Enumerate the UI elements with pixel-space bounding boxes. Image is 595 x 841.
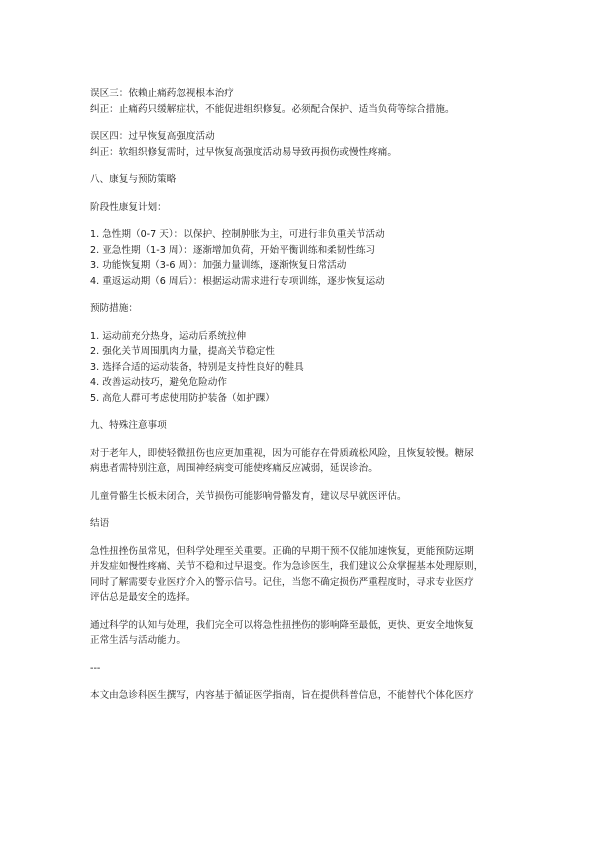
author-footer: 本文由急诊科医生撰写，内容基于循证医学指南，旨在提供科普信息，不能替代个体化医疗 xyxy=(90,690,474,701)
myth3-title: 误区三：依赖止痛药忽视根本治疗 xyxy=(90,88,234,99)
closing-paragraph-line: 通过科学的认知与处理，我们完全可以将急性扭挫伤的影响降至最低，更快、更安全地恢复 xyxy=(90,619,474,631)
list-item: 1. 运动前充分热身，运动后系统拉伸 xyxy=(90,330,247,342)
list-item: 4. 重返运动期（6 周后）：根据运动需求进行专项训练，逐步恢复运动 xyxy=(90,275,385,287)
rehab-plan-list xyxy=(90,227,520,289)
list-item: 1. 急性期（0-7 天）：以保护、控制肿胀为主，可进行非负重关节活动 xyxy=(90,229,385,240)
list-item: 2. 强化关节周围肌肉力量，提高关节稳定性 xyxy=(90,346,275,357)
elderly-paragraph-line: 对于老年人，即使轻微扭伤也应更加重视，因为可能存在骨质疏松风险，且恢复较慢。糖尿 xyxy=(90,447,474,459)
rehab-plan-title: 阶段性康复计划： xyxy=(90,201,167,213)
closing-paragraph-line: 正常生活与活动能力。 xyxy=(90,635,186,646)
separator: --- xyxy=(90,662,101,674)
document-body xyxy=(90,86,520,704)
conclusion-paragraph-line: 同时了解需要专业医疗介入的警示信号。记住，当您不确定损伤严重程度时，寻求专业医疗 xyxy=(90,576,474,588)
list-item: 2. 亚急性期（1-3 周）：逐渐增加负荷，开始平衡训练和柔韧性练习 xyxy=(90,244,376,256)
conclusion-paragraph-line: 并发症如慢性疼痛、关节不稳和过早退变。作为急诊医生，我们建议公众掌握基本处理原则， xyxy=(90,561,484,572)
list-item: 3. 选择合适的运动装备，特别是支持性良好的鞋具 xyxy=(90,361,304,373)
section8-heading: 八、康复与预防策略 xyxy=(90,174,177,185)
list-item: 5. 高危人群可考虑使用防护装备（如护踝） xyxy=(90,392,275,404)
children-paragraph: 儿童骨骼生长板未闭合，关节损伤可能影响骨骼发育，建议尽早就医评估。 xyxy=(90,490,407,502)
prevention-list xyxy=(90,329,520,407)
prevention-title: 预防措施： xyxy=(90,303,138,314)
conclusion-paragraph-line: 评估总是最安全的选择。 xyxy=(90,592,196,603)
myth4-title: 误区四：过早恢复高强度活动 xyxy=(90,131,215,142)
myth3-correction: 纠正：止痛药只缓解症状，不能促进组织修复。必须配合保护、适当负荷等综合措施。 xyxy=(90,103,455,115)
list-item: 3. 功能恢复期（3-6 周）：加强力量训练，逐渐恢复日常活动 xyxy=(90,260,347,271)
myth4-correction: 纠正：软组织修复需时，过早恢复高强度活动易导致再损伤或慢性疼痛。 xyxy=(90,146,397,158)
conclusion-heading: 结语 xyxy=(90,518,110,529)
list-item: 4. 改善运动技巧，避免危险动作 xyxy=(90,377,227,388)
section9-heading: 九、特殊注意事项 xyxy=(90,420,167,431)
elderly-paragraph-line: 病患者需特别注意，周围神经病变可能使疼痛反应减弱，延误诊治。 xyxy=(90,463,378,474)
conclusion-paragraph-line: 急性扭挫伤虽常见，但科学处理至关重要。正确的早期干预不仅能加速恢复，更能预防远期 xyxy=(90,545,474,557)
